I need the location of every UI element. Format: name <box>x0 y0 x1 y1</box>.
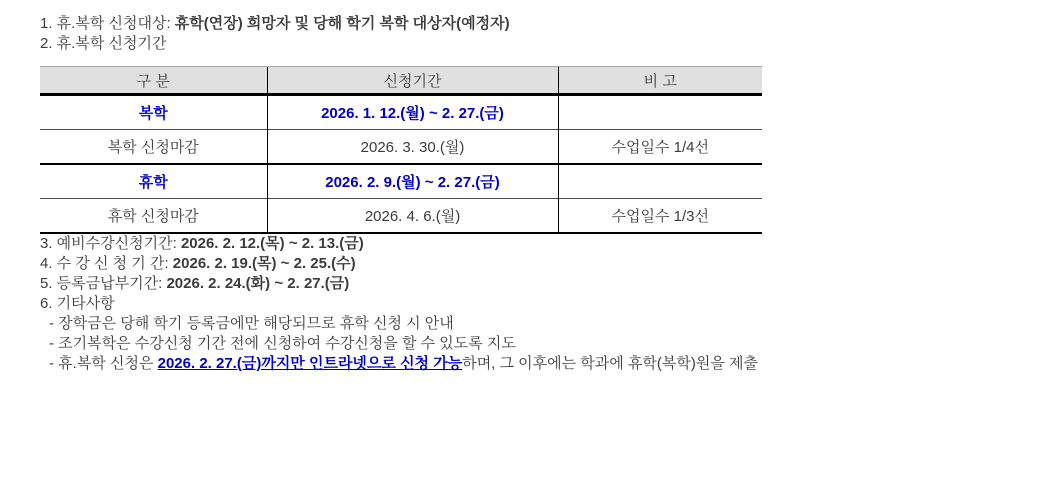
sub3-suffix: 하며, 그 이후에는 학과에 휴학(복학)원을 제출 <box>462 355 759 372</box>
item4-dates: 2026. 2. 19.(목) ~ 2. 25.(수) <box>172 255 356 272</box>
item4-label: 4. 수 강 신 청 기 간: <box>40 255 173 272</box>
cell-note: 수업일수 1/4선 <box>558 130 762 165</box>
item-application-period-heading: 2. 휴.복학 신청기간 <box>40 35 167 52</box>
cell-period: 2026. 2. 9.(월) ~ 2. 27.(금) <box>267 164 558 199</box>
cell-note: 수업일수 1/3선 <box>558 199 762 234</box>
column-header-note: 비 고 <box>558 67 762 95</box>
cell-category: 복학 <box>138 105 168 122</box>
item5-label: 5. 등록금납부기간: <box>40 275 167 292</box>
item-pre-course-registration <box>40 234 1023 254</box>
item3-label: 3. 예비수강신청기간: <box>40 235 181 252</box>
table-header-row <box>40 67 762 95</box>
cell-period: 2026. 4. 6.(월) <box>267 199 558 234</box>
item-tuition-payment <box>40 274 1023 294</box>
cell-note <box>558 164 762 199</box>
column-header-period: 신청기간 <box>267 67 558 95</box>
table-row-return-deadline <box>40 130 762 165</box>
misc-note-intranet-deadline <box>40 354 1023 374</box>
application-period-table <box>40 66 762 234</box>
cell-category: 휴학 <box>138 174 168 191</box>
item1-target-text: 휴학(연장) 희망자 및 당해 학기 복학 대상자(예정자) <box>174 15 510 32</box>
item-course-registration <box>40 254 1023 274</box>
cell-note <box>558 95 762 130</box>
column-header-category: 구 분 <box>40 67 267 95</box>
table-row-return <box>40 95 762 130</box>
item5-dates: 2026. 2. 24.(화) ~ 2. 27.(금) <box>166 275 350 292</box>
sub3-prefix: - 휴.복학 신청은 <box>49 355 158 372</box>
misc-note-early-return: - 조기복학은 수강신청 기간 전에 신청하여 수강신청을 할 수 있도록 지도 <box>49 335 516 352</box>
cell-category: 복학 신청마감 <box>107 139 199 156</box>
item3-dates: 2026. 2. 12.(목) ~ 2. 13.(금) <box>180 235 364 252</box>
cell-period: 2026. 3. 30.(월) <box>267 130 558 165</box>
intranet-deadline-highlight: 2026. 2. 27.(금)까지만 인트라넷으로 신청 가능 <box>157 355 463 372</box>
cell-period: 2026. 1. 12.(월) ~ 2. 27.(금) <box>267 95 558 130</box>
cell-category: 휴학 신청마감 <box>107 208 199 225</box>
item-application-target <box>40 14 1023 34</box>
item-misc-heading: 6. 기타사항 <box>40 295 115 312</box>
item1-label: 1. 휴.복학 신청대상: <box>40 15 175 32</box>
table-row-leave-deadline <box>40 199 762 234</box>
table-row-leave <box>40 164 762 199</box>
misc-note-scholarship: - 장학금은 당해 학기 등록금에만 해당되므로 휴학 신청 시 안내 <box>49 315 454 332</box>
